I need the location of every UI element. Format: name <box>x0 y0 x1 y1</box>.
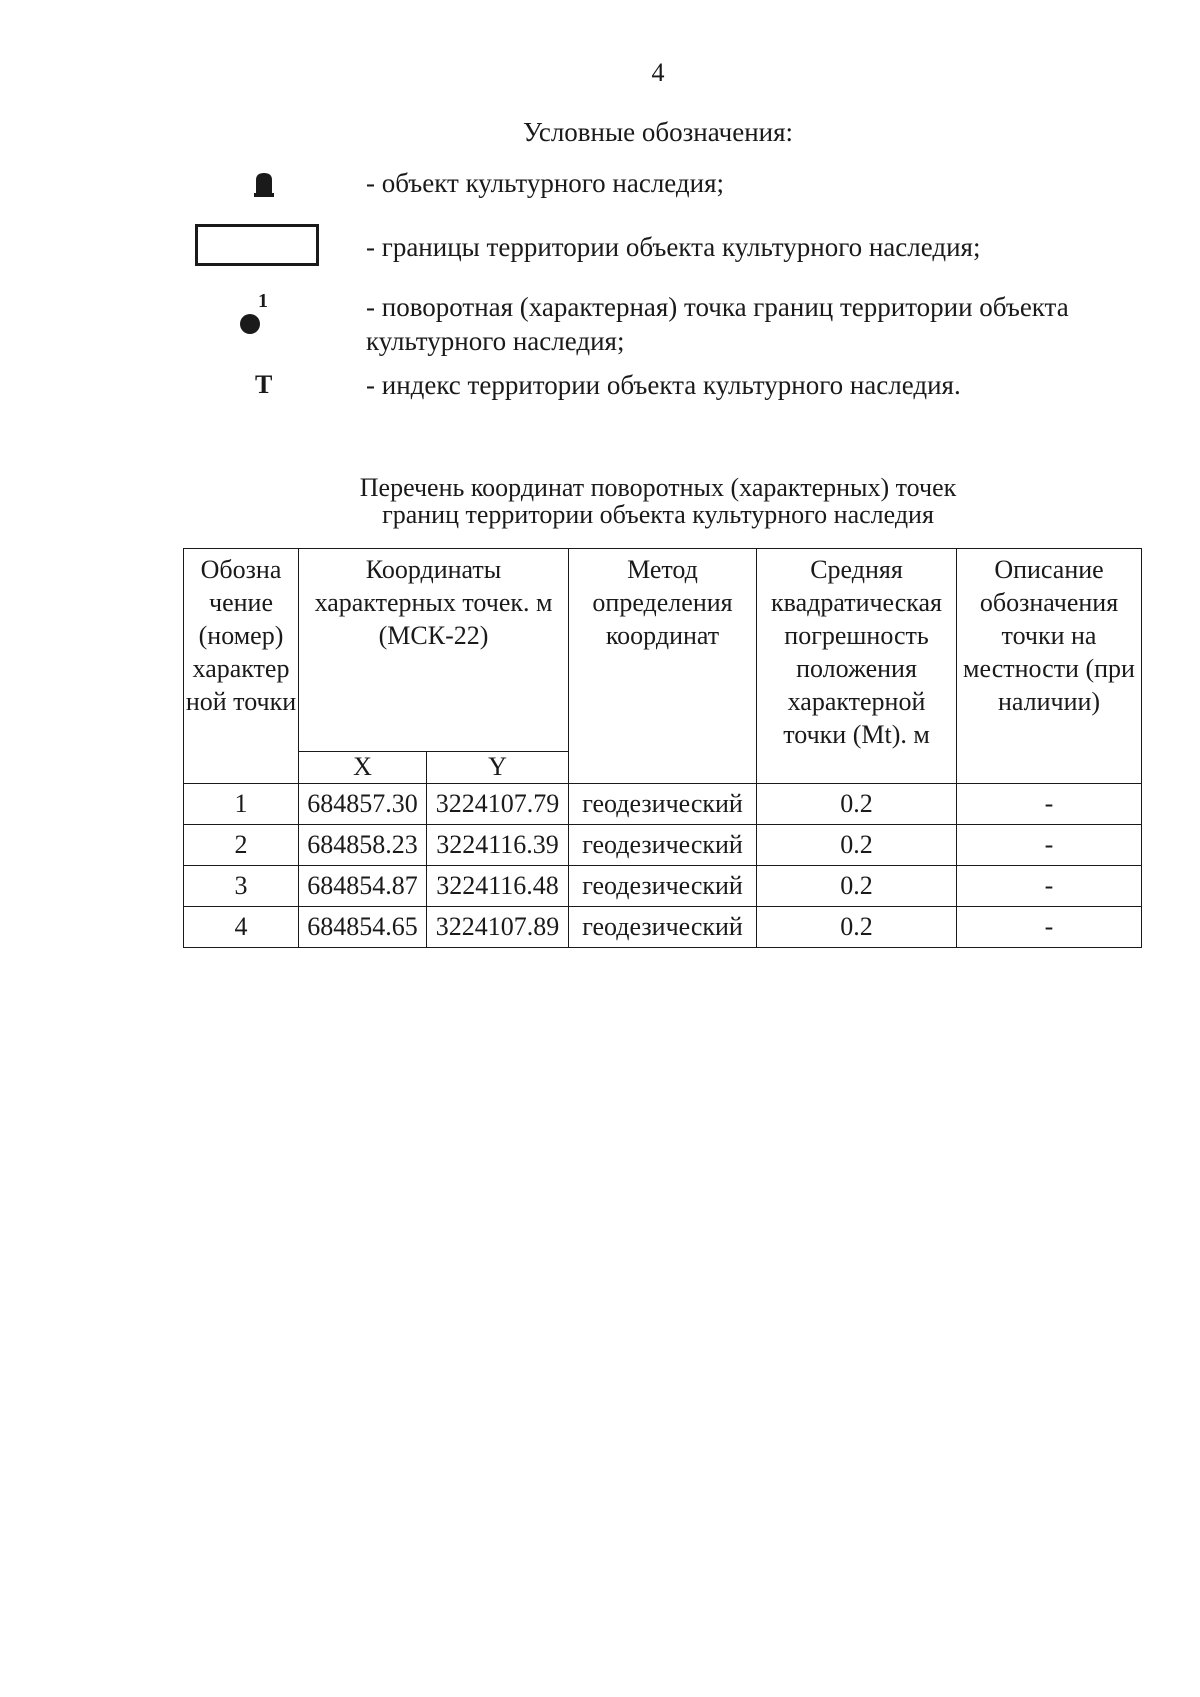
cell-y: 3224116.39 <box>427 825 569 866</box>
cell-y: 3224107.89 <box>427 907 569 948</box>
legend-item-turning-point <box>0 290 1200 360</box>
legend-title: Условные обозначения: <box>522 117 794 147</box>
cell-y: 3224116.48 <box>427 866 569 907</box>
table-title-line-1: Перечень координат поворотных (характерных) точек <box>359 473 957 502</box>
cell-x: 684858.23 <box>299 825 427 866</box>
legend-text-boundary: - границы территории объекта культурного наследия; <box>366 232 981 262</box>
cell-description: - <box>957 907 1142 948</box>
table-row <box>184 866 1142 907</box>
header-x: X <box>299 751 427 783</box>
header-description: Описание обозначения точки на местности (при наличии) <box>957 549 1142 784</box>
legend-text-turning-point: - поворотная (характерная) точка границ территории объекта культурного наследия; <box>366 292 1069 356</box>
table-title <box>0 474 1200 528</box>
table-title-line-2: границ территории объекта культурного наследия <box>382 500 934 529</box>
cell-point: 1 <box>184 784 299 825</box>
cell-x: 684857.30 <box>299 784 427 825</box>
monument-icon <box>254 172 274 198</box>
table-row <box>184 784 1142 825</box>
cell-method: геодезический <box>569 907 757 948</box>
turning-point-number: 1 <box>258 290 268 312</box>
header-point-number: Обозна чение (номер) характер ной точки <box>184 549 299 784</box>
cell-point: 2 <box>184 825 299 866</box>
boundary-rectangle-icon <box>195 224 319 266</box>
index-letter-icon: Т <box>255 370 273 399</box>
cell-description: - <box>957 825 1142 866</box>
legend-item-index <box>0 368 1200 408</box>
legend-item-boundary <box>0 224 1200 272</box>
table-row <box>184 825 1142 866</box>
header-coordinates: Координаты характерных точек. м (МСК-22) <box>299 549 569 752</box>
turning-point-icon <box>240 314 260 334</box>
legend-text-index: - индекс территории объекта культурного наследия. <box>366 370 961 400</box>
table-row <box>184 907 1142 948</box>
cell-error: 0.2 <box>757 907 957 948</box>
cell-point: 4 <box>184 907 299 948</box>
cell-error: 0.2 <box>757 825 957 866</box>
cell-description: - <box>957 866 1142 907</box>
cell-method: геодезический <box>569 866 757 907</box>
page-number: 4 <box>651 58 665 87</box>
coordinates-table <box>183 548 1142 948</box>
header-method: Метод определения координат <box>569 549 757 784</box>
cell-method: геодезический <box>569 784 757 825</box>
cell-x: 684854.65 <box>299 907 427 948</box>
legend-item-monument <box>0 166 1200 206</box>
cell-method: геодезический <box>569 825 757 866</box>
legend-text-monument: - объект культурного наследия; <box>366 168 725 198</box>
cell-x: 684854.87 <box>299 866 427 907</box>
cell-description: - <box>957 784 1142 825</box>
cell-error: 0.2 <box>757 784 957 825</box>
cell-point: 3 <box>184 866 299 907</box>
header-error: Средняя квадратическая погрешность положения характерной точки (Mt). м <box>757 549 957 784</box>
header-y: Y <box>427 751 569 783</box>
cell-error: 0.2 <box>757 866 957 907</box>
cell-y: 3224107.79 <box>427 784 569 825</box>
